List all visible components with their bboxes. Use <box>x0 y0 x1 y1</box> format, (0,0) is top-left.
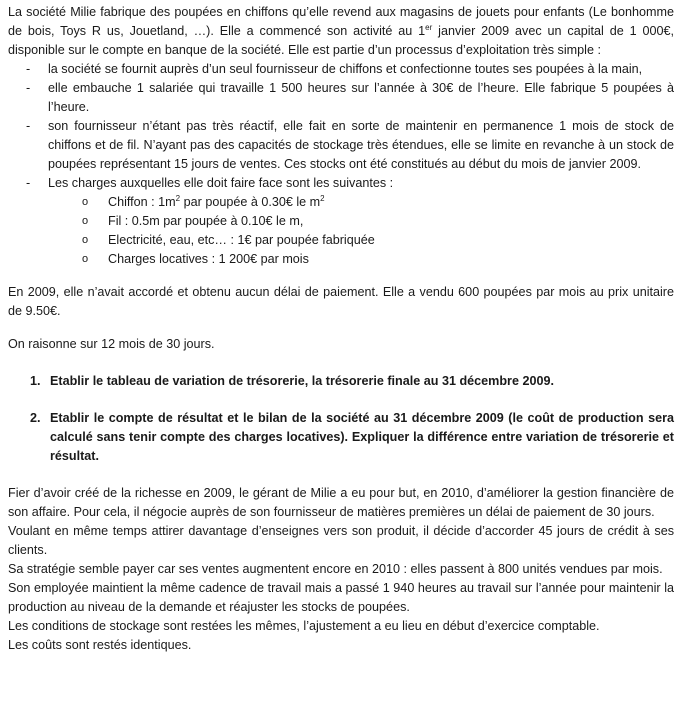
charge-sup: 2 <box>320 193 325 203</box>
charge-sup: 2 <box>175 193 181 203</box>
list-item: - la société se fournit auprès d’un seul fournisseur de chiffons et confectionne toutes ses poupées à la main, <box>48 60 674 79</box>
question-number: 1. <box>30 374 41 388</box>
list-item <box>48 174 674 269</box>
charge-text: Chiffon : 1m <box>108 195 176 209</box>
list-item: - son fournisseur n’étant pas très réactif, elle fait en sorte de maintenir en permanence 1 mois de stock de chiffons et de fil. N’ayant pas des capacités de stockage très étendues, elle se limite en revanche à un stock de poupées représentant 15 jours de ventes. Ces stocks ont été constitués au début du mois de janvier 2009. <box>48 117 674 174</box>
question-number: 2. <box>30 411 41 425</box>
spacer <box>8 466 674 484</box>
question-1 <box>30 372 674 391</box>
paragraph-2010-credit: Voulant en même temps attirer davantage d’enseignes vers son produit, il décide d’accorder 45 jours de crédit à ses clients. <box>8 524 674 557</box>
charge-text: par poupée à 0.30€ le m <box>180 195 321 209</box>
sales-paragraph: En 2009, elle n’avait accordé et obtenu aucun délai de paiement. Elle a vendu 600 poupées par mois au prix unitaire de 9.50€. <box>8 285 674 318</box>
spacer <box>8 321 674 335</box>
paragraph-2010-costs: Les coûts sont restés identiques. <box>8 638 192 652</box>
questions-list <box>8 372 674 466</box>
charge-item-electricite: o Electricité, eau, etc… : 1€ par poupée fabriquée <box>108 231 674 250</box>
paragraph-2010-goal: Fier d’avoir créé de la richesse en 2009, le gérant de Milie a eu pour but, en 2010, d’améliorer la gestion financière de son affaire. Pour cela, il négocie auprès de son fournisseur de matières premières un délai de paiement de 30 jours. <box>8 486 674 519</box>
assumption-paragraph: On raisonne sur 12 mois de 30 jours. <box>8 337 215 351</box>
spacer <box>8 354 674 372</box>
question-2 <box>30 409 674 466</box>
charges-intro: Les charges auxquelles elle doit faire face sont les suivantes : <box>48 176 394 190</box>
spacer <box>8 269 674 283</box>
charge-item-fil: o Fil : 0.5m par poupée à 0.10€ le m, <box>108 212 674 231</box>
intro-text-start: La société Milie fabrique des poupées en chiffons qu’elle revend aux magasins de jouets pour enfants (Le bonhomme de bois, Toys R us, Jouetland, …). Elle a commencé son activité au 1 <box>8 5 674 38</box>
paragraph-2010-sales: Sa stratégie semble payer car ses ventes augmentent encore en 2010 : elles passent à 800 unités vendues par mois. <box>8 562 663 576</box>
process-list <box>8 60 674 269</box>
paragraph-2010-storage: Les conditions de stockage sont restées les mêmes, l’ajustement a eu lieu en début d’exercice comptable. <box>8 619 600 633</box>
charge-item-chiffon <box>108 193 674 212</box>
question-text: Etablir le compte de résultat et le bilan de la société au 31 décembre 2009 (le coût de production sera calculé sans tenir compte des charges locatives). Expliquer la différence entre variation de trésorerie et résultat. <box>50 411 674 463</box>
charges-list <box>48 193 674 269</box>
paragraph-2010-employee: Son employée maintient la même cadence de travail mais a passé 1 940 heures au travail sur l’année pour maintenir la production au niveau de la demande et réajuster les stocks de poupées. <box>8 581 674 614</box>
intro-superscript: er <box>425 22 433 32</box>
intro-paragraph <box>8 3 674 60</box>
intro-text-end: janvier 2009 avec un capital de 1 000€, disponible sur le compte en banque de la société. Elle est partie d’un processus d’exploitation très simple : <box>8 24 674 57</box>
question-text: Etablir le tableau de variation de trésorerie, la trésorerie finale au 31 décembre 2009. <box>50 374 554 388</box>
charge-item-locatives: o Charges locatives : 1 200€ par mois <box>108 250 674 269</box>
spacer <box>50 391 674 409</box>
list-item: - elle embauche 1 salariée qui travaille 1 500 heures sur l’année à 30€ de l’heure. Elle fabrique 5 poupées à l’heure. <box>48 79 674 117</box>
